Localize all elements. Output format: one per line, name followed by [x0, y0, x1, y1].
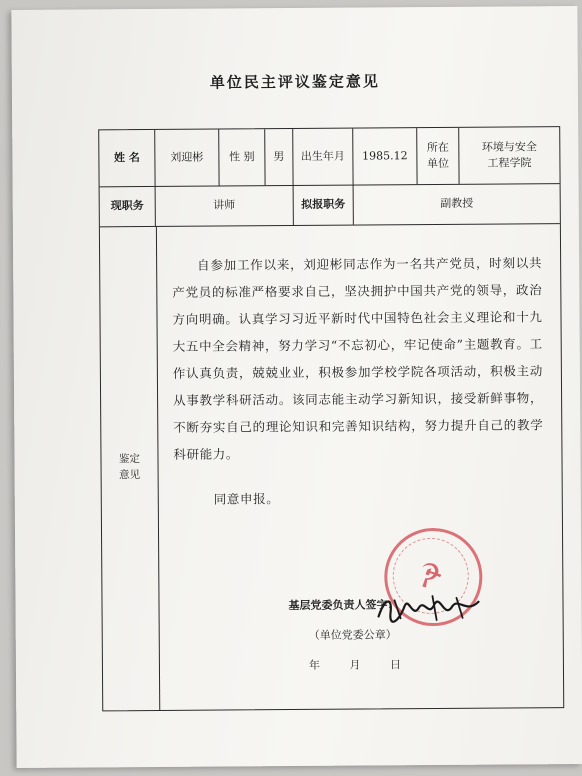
opinion-paragraph: 自参加工作以来，刘迎彬同志作为一名共产党员，时刻以共产党员的标准严格要求自己，坚决拥护中国共产党的领导，政治方向明确。认真学习习近平新时代中国特色社会主义理论和十九大五中全会精神，努力学习“不忘初心，牢记使命”主题教育。工作认真负责，兢兢业业，积极参加学校学院各项活动，积极主动从事教学科研活动。该同志能主动学习新知识，接受新鲜事物，不断夯实自己的理论知识和完善知识结构，努力提升自己的教学科研能力。: [172, 255, 544, 462]
current-post-value: 讲师: [156, 185, 294, 226]
agree-statement: 同意申报。: [213, 491, 280, 507]
signer-label: 基层党委负责人签字：: [288, 598, 399, 613]
seal-emblem-icon: ☭: [411, 554, 449, 597]
opinion-label-cell: [100, 226, 160, 710]
unit-value: [459, 127, 559, 184]
evaluation-form: [98, 126, 564, 711]
name-label: 姓 名: [99, 130, 155, 186]
unit-label-line1: 所在: [426, 140, 449, 154]
document-page: [11, 6, 582, 768]
unit-label: [417, 128, 459, 184]
name-value: 刘迎彬: [155, 130, 219, 186]
gender-value: 男: [265, 129, 293, 185]
opinion-label: [115, 452, 143, 484]
unit-label-line2: 单位: [426, 156, 449, 171]
form-row-post: [100, 183, 560, 227]
seal-note: （单位党委公章）: [308, 628, 397, 642]
unit-value-line1: 环境与安全: [481, 139, 537, 154]
birth-label: 出生年月: [293, 129, 353, 185]
proposed-post-label: 拟报职务: [294, 185, 354, 225]
opinion-text-block: [172, 249, 543, 468]
opinion-label-line2: 意见: [119, 469, 141, 482]
opinion-label-line1: 鉴定: [118, 453, 141, 466]
current-post-label: 现职务: [100, 186, 156, 226]
date-line: 年 月 日: [308, 658, 401, 672]
unit-value-line2: 工程学院: [487, 156, 532, 170]
form-row-basic-info: [99, 127, 559, 187]
birth-value: 1985.12: [353, 128, 417, 184]
gender-label: 性 别: [219, 129, 265, 185]
proposed-post-value: 副教授: [440, 196, 474, 210]
document-title: 单位民主评议鉴定意见: [209, 72, 380, 92]
